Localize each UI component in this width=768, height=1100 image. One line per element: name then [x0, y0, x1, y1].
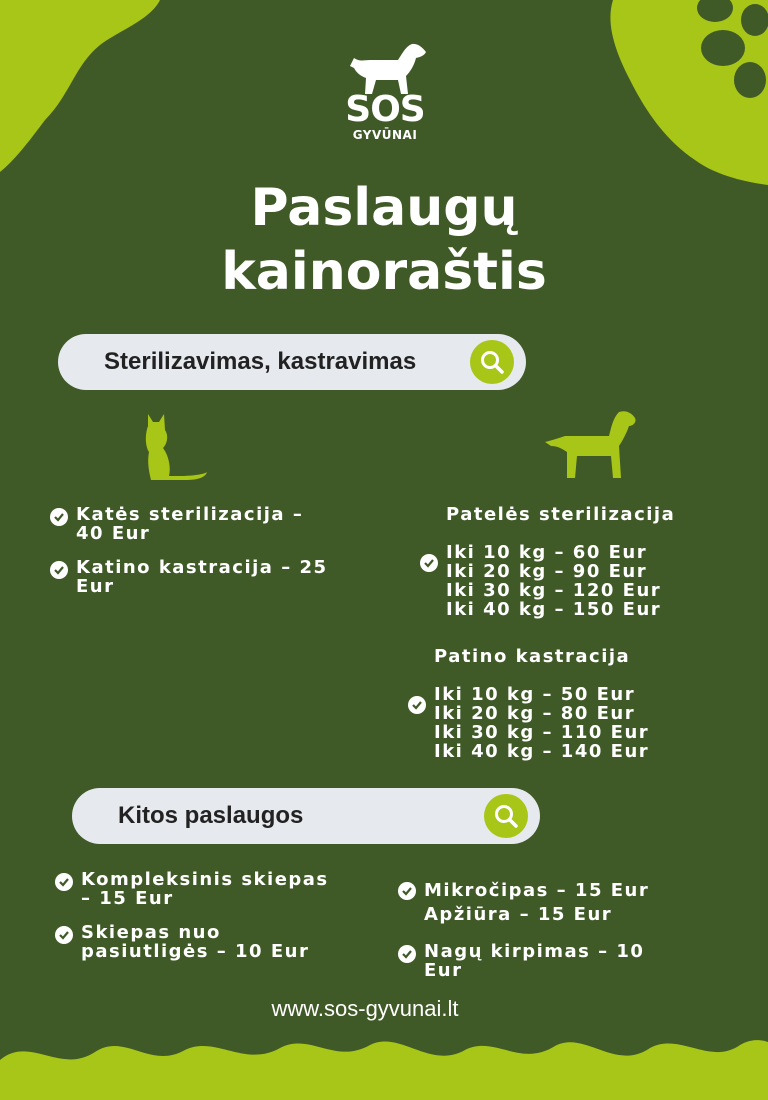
male-castration-heading: Patino kastracija [434, 646, 631, 667]
list-item [398, 879, 718, 927]
page-title-line1: Paslaugų [250, 178, 518, 238]
section-label-other: Kitos paslaugos [118, 802, 304, 829]
item-text: Apžiūra – 15 Eur [424, 904, 613, 925]
item-text: Nagų kirpimas – 10 [424, 941, 645, 962]
price-line: Iki 30 kg – 120 Eur [446, 580, 662, 601]
price-line: Iki 10 kg – 60 Eur [446, 542, 648, 563]
corner-blob-top-left [0, 0, 170, 180]
price-line: Iki 40 kg – 140 Eur [434, 741, 650, 762]
search-icon [493, 803, 519, 829]
price-line: Iki 20 kg – 90 Eur [446, 561, 648, 582]
paw-toe-icon [701, 30, 745, 66]
item-text: Katino kastracija – 25 [76, 557, 328, 578]
item-text: pasiutligės – 10 Eur [81, 941, 310, 962]
search-icon [479, 349, 505, 375]
section-search-sterilization[interactable] [58, 334, 526, 390]
logo-sos-text: SOS [345, 89, 425, 130]
check-icon [50, 508, 68, 526]
item-text: – 15 Eur [81, 888, 174, 909]
list-item [55, 923, 355, 961]
list-item [55, 870, 355, 908]
dog-icon [545, 408, 637, 480]
price-line: Iki 20 kg – 80 Eur [434, 703, 636, 724]
cat-icon [145, 412, 211, 480]
list-item [398, 942, 718, 980]
page-title-line2: kainoraštis [221, 242, 547, 302]
item-text: Eur [76, 576, 115, 597]
item-text: 40 Eur [76, 523, 151, 544]
list-item [408, 685, 708, 761]
item-text: Eur [424, 960, 463, 981]
search-button[interactable] [484, 794, 528, 838]
check-icon [398, 945, 416, 963]
dog-logo-icon [346, 40, 426, 96]
item-text: Mikročipas – 15 Eur [424, 880, 650, 901]
list-item [50, 505, 330, 543]
list-item [50, 558, 340, 596]
section-label-sterilization: Sterilizavimas, kastravimas [104, 348, 417, 375]
check-icon [398, 882, 416, 900]
price-line: Iki 10 kg – 50 Eur [434, 684, 636, 705]
item-text: Katės sterilizacija – [76, 504, 304, 525]
list-item [420, 543, 720, 619]
section-search-other[interactable] [72, 788, 540, 844]
check-icon [420, 554, 438, 572]
brand-logo [340, 40, 430, 145]
check-icon [55, 873, 73, 891]
check-icon [50, 561, 68, 579]
bottom-wave [0, 1030, 768, 1100]
search-button[interactable] [470, 340, 514, 384]
price-line: Iki 40 kg – 150 Eur [446, 599, 662, 620]
item-text: Kompleksinis skiepas [81, 869, 329, 890]
website-link[interactable]: www.sos-gyvunai.lt [271, 996, 459, 1021]
item-text: Skiepas nuo [81, 922, 221, 943]
check-icon [408, 696, 426, 714]
female-sterilization-heading: Patelės sterilizacija [446, 504, 676, 525]
logo-subtitle: GYVŪNAI [352, 128, 418, 142]
check-icon [55, 926, 73, 944]
paw-blob-top-right [605, 0, 768, 190]
price-line: Iki 30 kg – 110 Eur [434, 722, 650, 743]
